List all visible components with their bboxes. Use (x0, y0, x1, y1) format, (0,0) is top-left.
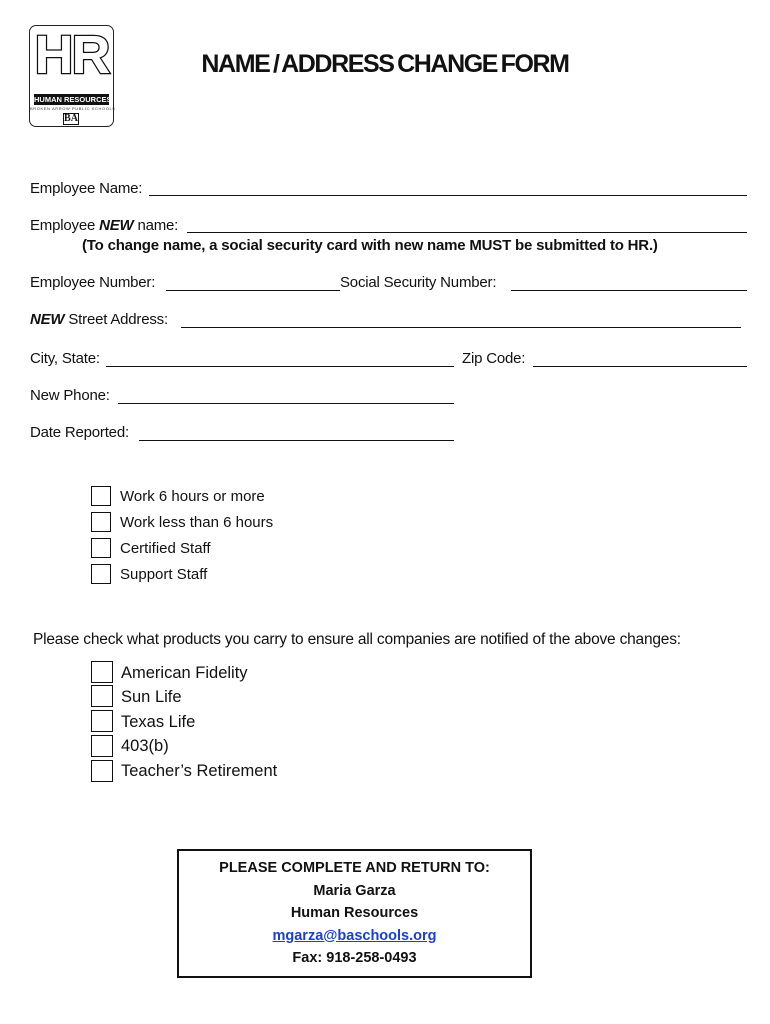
employee-name-label: Employee Name: (30, 180, 143, 197)
street-address-field[interactable] (181, 327, 741, 328)
new-phone-label: New Phone: (30, 387, 110, 404)
checkbox-certified-staff[interactable] (91, 538, 111, 558)
street-suffix: Street Address: (64, 311, 168, 328)
checkbox-texas-life[interactable] (91, 710, 113, 732)
return-fax: Fax: 918-258-0493 (292, 950, 417, 966)
checkbox-work-less-than-6[interactable] (91, 512, 111, 532)
employee-name-field[interactable] (149, 195, 747, 196)
return-email-link[interactable]: mgarza@baschools.org (272, 927, 437, 944)
return-contact-name: Maria Garza (313, 882, 396, 899)
logo-sub-text: BROKEN ARROW PUBLIC SCHOOLS (30, 106, 116, 111)
product-403b: 403(b) (121, 737, 169, 755)
page-title: NAME / ADDRESS CHANGE FORM (201, 50, 569, 78)
return-info-box (177, 849, 532, 978)
option-support-staff: Support Staff (120, 566, 208, 583)
date-reported-label: Date Reported: (30, 424, 129, 441)
logo-emblem: BA (64, 113, 78, 124)
checkbox-teachers-retirement[interactable] (91, 760, 113, 782)
zip-label: Zip Code: (462, 350, 526, 367)
checkbox-403b[interactable] (91, 735, 113, 757)
product-texas-life: Texas Life (121, 713, 196, 731)
new-emphasis: NEW (99, 217, 134, 234)
name-change-note: (To change name, a social security card with new name MUST be submitted to HR.) (82, 237, 658, 254)
product-teachers-retirement: Teacher’s Retirement (121, 762, 278, 780)
products-prompt: Please check what products you carry to ensure all companies are notified of the above changes: (33, 631, 681, 648)
street-address-label (30, 311, 168, 328)
employee-new-name-label (30, 217, 178, 234)
logo-bar-text: HUMAN RESOURCES (34, 95, 112, 104)
checkbox-work-6-or-more[interactable] (91, 486, 111, 506)
date-reported-field[interactable] (139, 440, 454, 441)
return-heading: PLEASE COMPLETE AND RETURN TO: (219, 860, 490, 876)
product-american-fidelity: American Fidelity (121, 664, 248, 682)
employee-new-name-field[interactable] (187, 232, 747, 233)
employee-number-field[interactable] (166, 290, 340, 291)
employee-number-label: Employee Number: (30, 274, 156, 291)
zip-field[interactable] (533, 366, 747, 367)
checkbox-sun-life[interactable] (91, 685, 113, 707)
ssn-label: Social Security Number: (340, 274, 497, 291)
option-work-less-than-6: Work less than 6 hours (120, 514, 274, 531)
option-certified-staff: Certified Staff (120, 540, 211, 557)
ssn-field[interactable] (511, 290, 747, 291)
city-state-field[interactable] (106, 366, 454, 367)
new-emphasis: NEW (30, 311, 65, 328)
name-suffix: name: (133, 217, 179, 234)
option-work-6-or-more: Work 6 hours or more (120, 488, 265, 505)
new-phone-field[interactable] (118, 403, 454, 404)
city-state-label: City, State: (30, 350, 100, 367)
checkbox-support-staff[interactable] (91, 564, 111, 584)
employee-prefix: Employee (30, 217, 100, 234)
return-department: Human Resources (290, 905, 419, 921)
logo-letters: HR (34, 25, 109, 85)
checkbox-american-fidelity[interactable] (91, 661, 113, 683)
product-sun-life: Sun Life (121, 688, 182, 706)
